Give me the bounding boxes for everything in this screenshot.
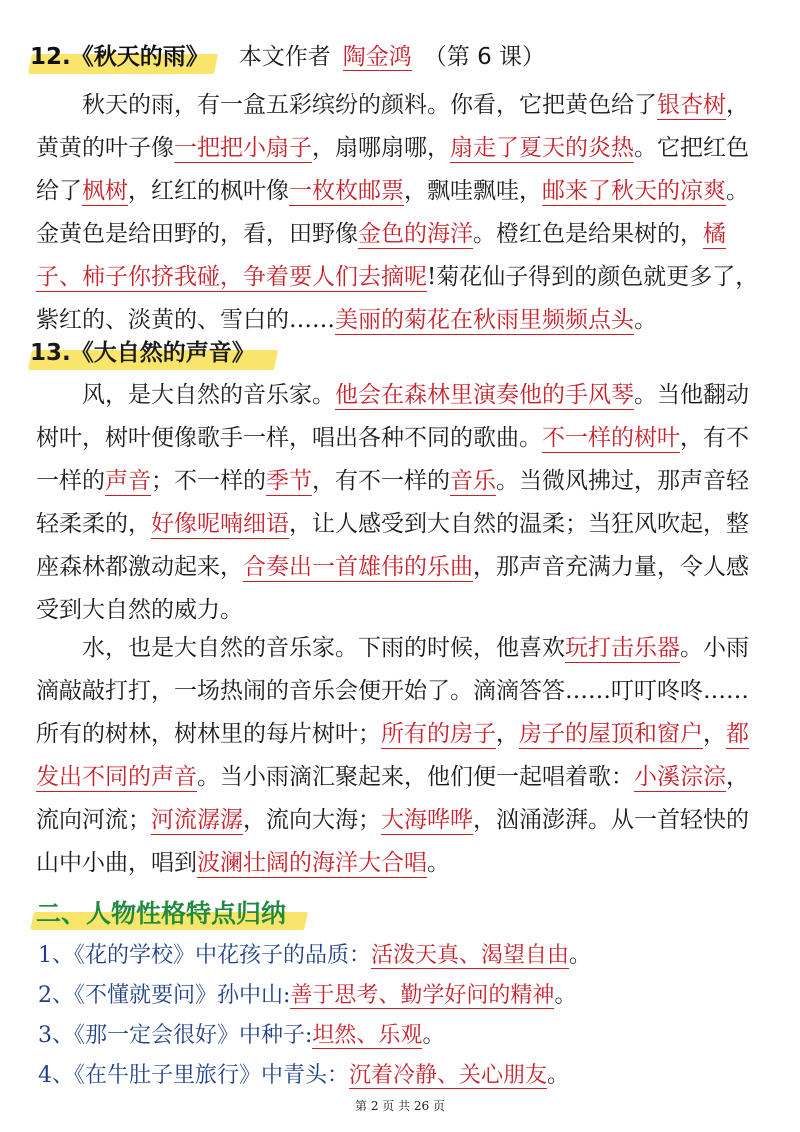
text-run: !菊花仙子得到的颜色就更多了，紫红的、淡黄的、雪白的…… [36,264,759,333]
answer-highlight: 橘子、柿子你挤我碰，争着要人们去摘呢 [36,221,726,290]
lesson12-text [36,84,766,342]
text-run: 水，也是大自然的音乐家。下雨的时候，他喜欢 [82,635,565,661]
answer-highlight: 合奏出一首雄伟的乐曲 [243,554,473,580]
item-question: 2、《不懂就要问》孙中山: [38,983,291,1008]
lesson13-paragraph-1 [36,374,766,632]
text-run: 。当微风拂过，那声音轻轻柔柔的， [36,468,749,537]
lesson12-number: （第 6 课） [423,44,546,70]
lesson12-title: 12.《秋天的雨》 [30,44,209,70]
item-end: 。 [569,943,592,968]
answer-highlight: 声音 [105,468,151,494]
lesson12-author-label: 本文作者 [238,44,331,70]
answer-highlight: 房子的屋顶和窗户 [519,721,703,747]
item-end: 。 [422,1023,445,1048]
list-item [38,1016,778,1056]
answer-highlight: 都发出不同的声音 [36,721,749,790]
text-run: ， [703,721,726,747]
section2-heading [36,896,286,932]
text-run: 秋天的雨，有一盒五彩缤纷的颜料。你看，它把黄色给了 [82,92,657,118]
answer-highlight: 小溪淙淙 [634,764,726,790]
lesson13-heading [30,336,255,370]
text-run: ， [496,721,519,747]
text-run: ，红红的枫叶像 [128,178,289,204]
text-run: 。 [634,307,657,333]
item-answer: 坦然、乐观 [312,1023,423,1048]
answer-highlight: 金色的海洋 [358,221,473,247]
lesson13-title: 13.《大自然的声音》 [30,340,255,366]
character-list [38,936,778,1096]
text-run: ，汹涌澎湃。从一首轻快的山中小曲，唱到 [36,807,749,876]
page-footer: 第 2 页 共 26 页 [355,1099,445,1113]
lesson12-author: 陶金鸿 [342,44,412,70]
lesson12-paragraph [36,84,766,342]
answer-highlight: 所有的房子 [381,721,496,747]
item-question: 1、《花的学校》中花孩子的品质： [38,943,371,968]
text-run: ，那声音充满力量，令人感受到大自然的威力。 [36,554,749,623]
answer-highlight: 银杏树 [657,92,726,118]
answer-highlight: 他会在森林里演奏他的手风琴 [335,382,634,408]
text-run: 。金黄色是给田野的，看，田野像 [36,178,749,247]
text-run: 。当小雨滴汇聚起来，他们便一起唱着歌： [197,764,634,790]
answer-highlight: 好像呢喃细语 [151,511,289,537]
answer-highlight: 扇走了夏天的炎热 [450,135,634,161]
answer-highlight: 大海哗哗 [381,807,473,833]
lesson12-heading [30,40,545,74]
item-end: 。 [554,983,577,1008]
text-run: 风，是大自然的音乐家。 [82,382,335,408]
answer-highlight: 不一样的树叶 [542,425,680,451]
text-run: ，扇哪扇哪， [312,135,450,161]
item-answer: 沉着冷静、关心朋友 [349,1063,548,1088]
answer-highlight: 季节 [266,468,312,494]
answer-highlight: 波澜壮阔的海洋大合唱 [197,850,427,876]
text-run: 。橙红色是给果树的， [473,221,703,247]
answer-highlight: 美丽的菊花在秋雨里频频点头 [335,307,634,333]
answer-highlight: 玩打击乐器 [565,635,680,661]
text-run: 。小雨滴敲敲打打，一场热闹的音乐会便开始了。滴滴答答……叮叮咚咚……所有的树林，树林里的每片树叶； [36,635,749,747]
text-run: ，有不一样的 [36,425,749,494]
item-question: 4、《在牛肚子里旅行》中青头： [38,1063,349,1088]
text-run: ，有不一样的 [312,468,450,494]
list-item [38,976,778,1016]
text-run: ，飘哇飘哇， [404,178,542,204]
item-answer: 活泼天真、渴望自由 [371,943,570,968]
text-run: 。当他翻动树叶，树叶便像歌手一样，唱出各种不同的歌曲。 [36,382,749,451]
text-run: ，黄黄的叶子像 [36,92,749,161]
answer-highlight: 枫树 [82,178,128,204]
answer-highlight: 一把把小扇子 [174,135,312,161]
item-end: 。 [547,1063,570,1088]
lesson13-paragraph-2 [36,627,766,885]
text-run: 。它把红色给了 [36,135,749,204]
list-item [38,936,778,976]
text-run: ，让人感受到大自然的温柔；当狂风吹起，整座森林都激动起来， [36,511,749,580]
list-item [38,1056,778,1096]
text-run: ，流向河流； [36,764,749,833]
section2-title: 二、人物性格特点归纳 [36,899,287,928]
answer-highlight: 一枚枚邮票 [289,178,404,204]
text-run: ，流向大海； [243,807,381,833]
answer-highlight: 河流潺潺 [151,807,243,833]
answer-highlight: 邮来了秋天的凉爽 [542,178,726,204]
text-run: ；不一样的 [151,468,266,494]
item-question: 3、《那一定会很好》中种子: [38,1023,313,1048]
answer-highlight: 音乐 [450,468,496,494]
text-run: 。 [427,850,450,876]
lesson13-text-water [36,627,766,885]
lesson13-text-wind [36,374,766,632]
item-answer: 善于思考、勤学好问的精神 [290,983,555,1008]
